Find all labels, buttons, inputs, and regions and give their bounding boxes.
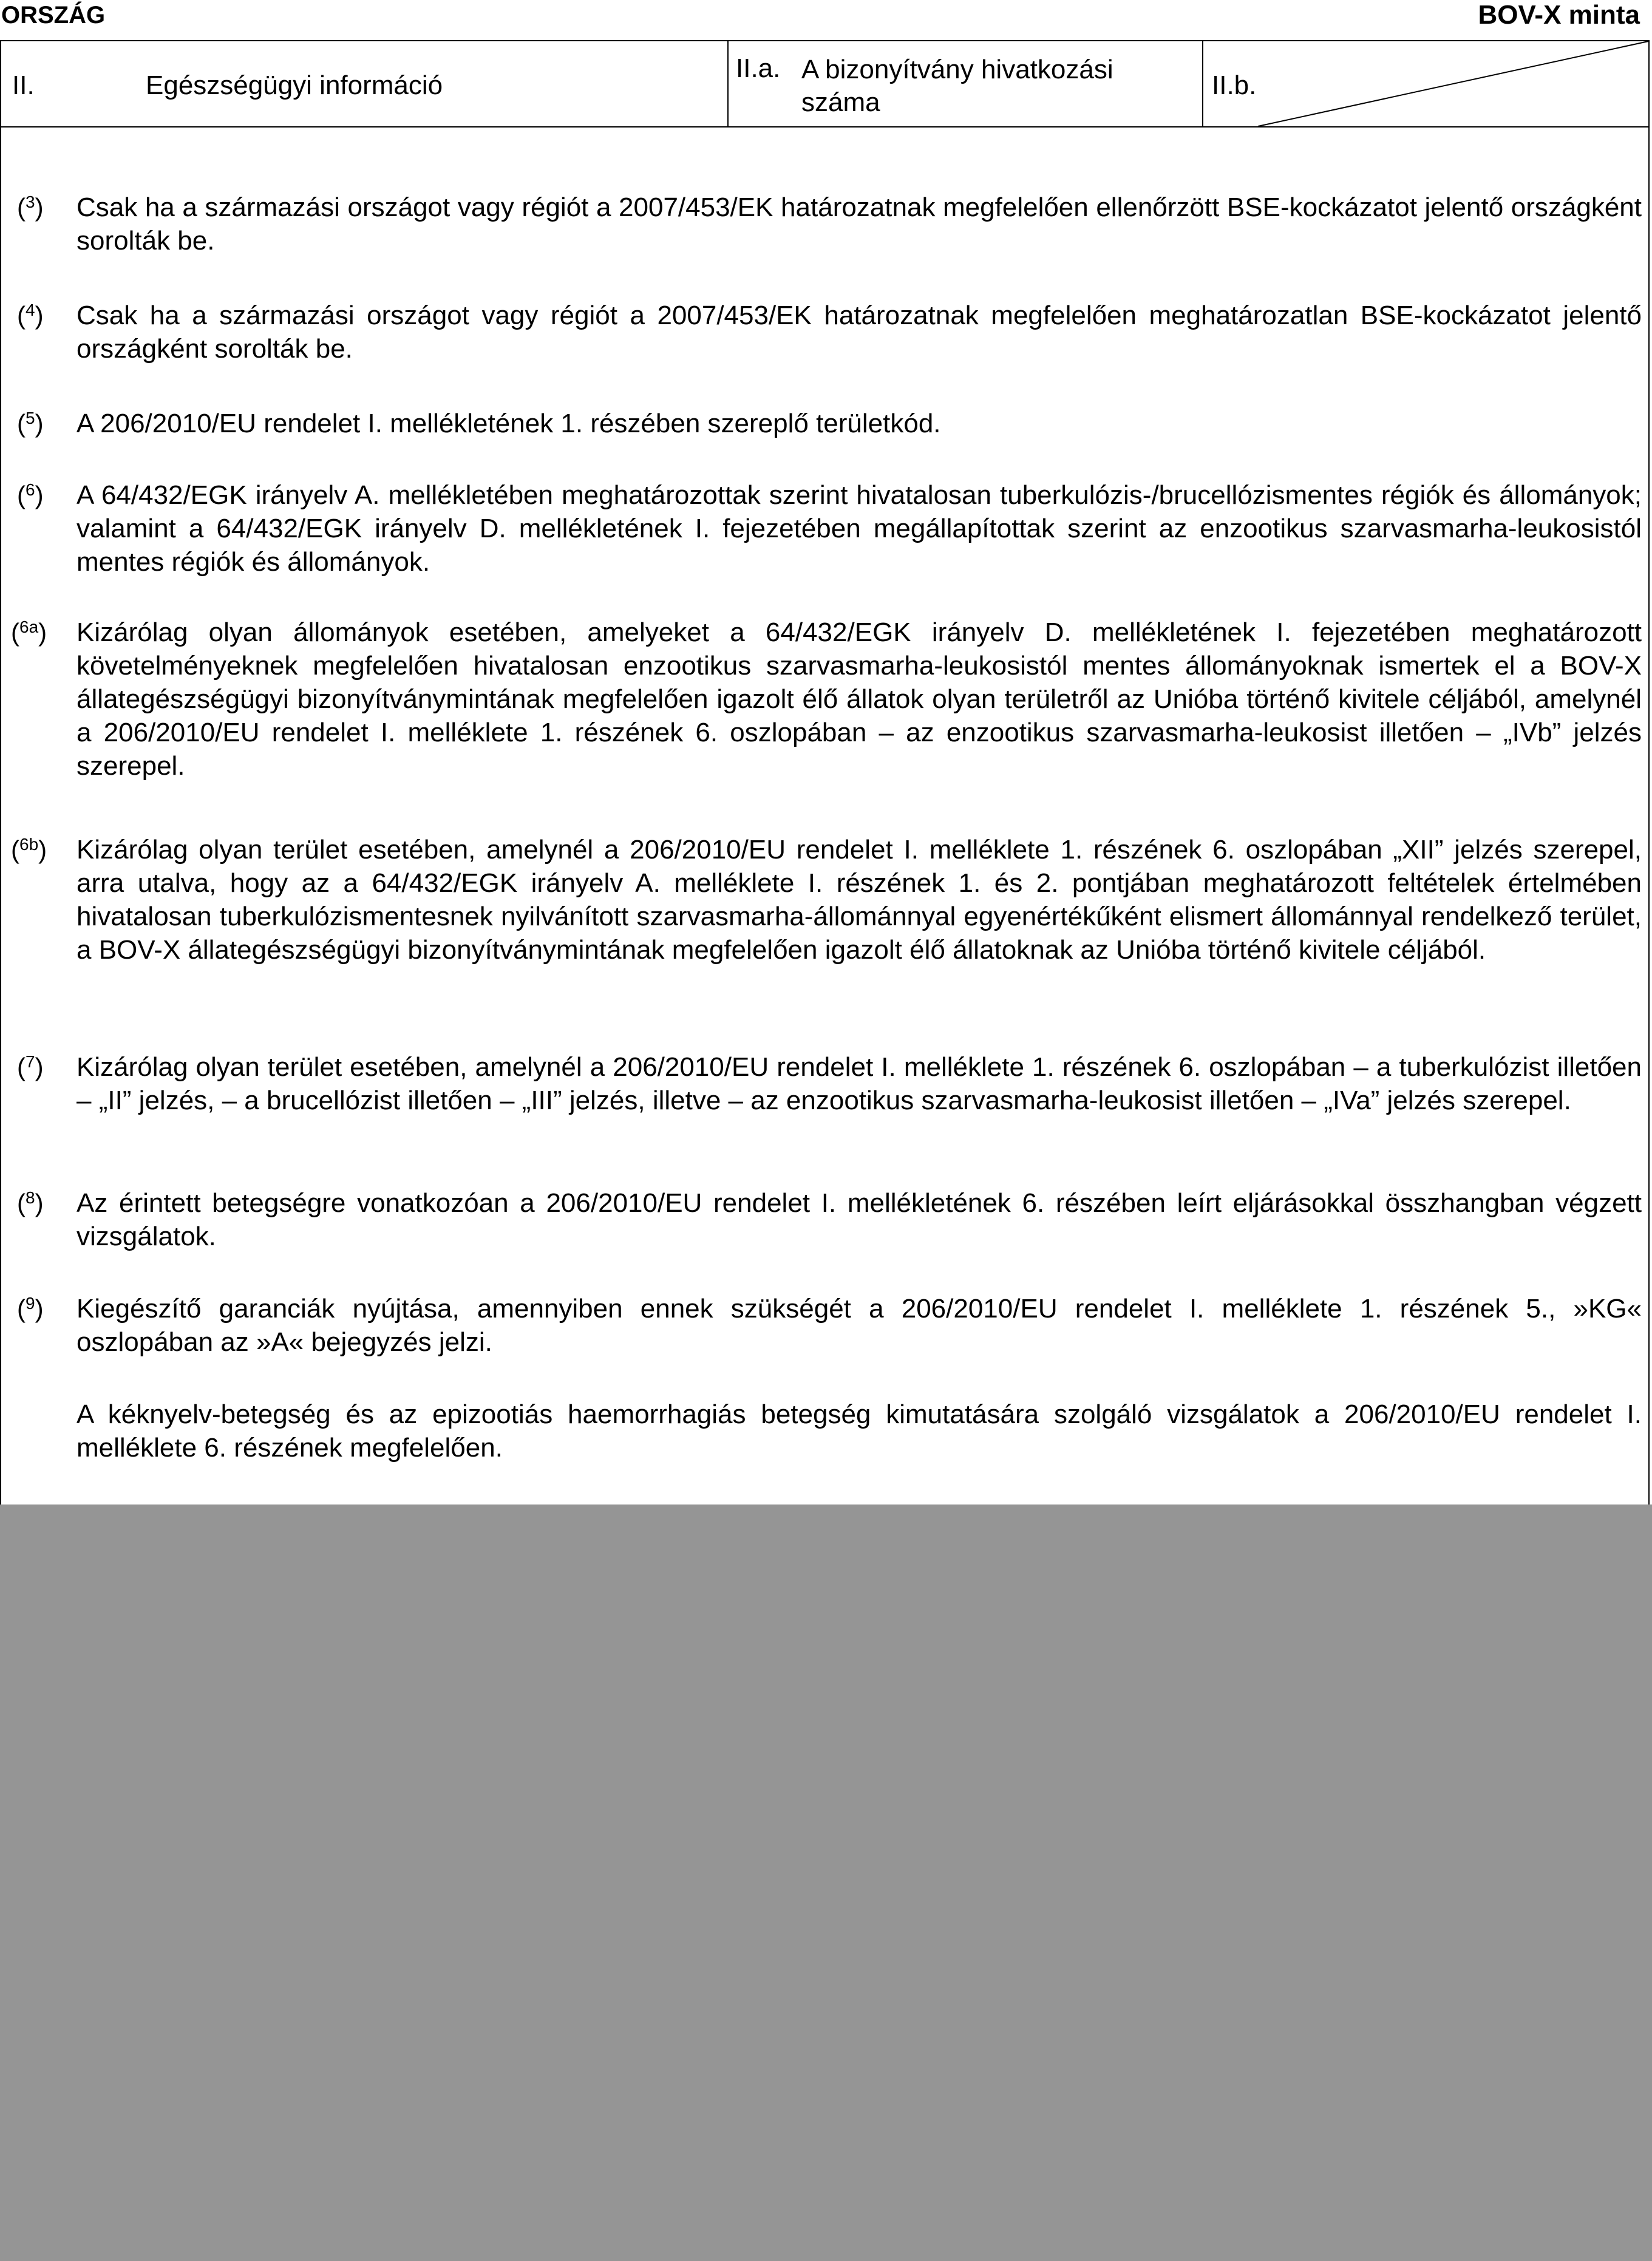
- footnote-number: ($^6$): [17, 480, 44, 509]
- footnote-text: Kiegészítő garanciák nyújtása, amennyiben ennek szükségét a 206/2010/EU rendelet I. melléklete 1. részének 5., »KG« oszlopában az »A« bejegyzés jelzi.: [76, 1294, 1642, 1357]
- footnote-text: A 206/2010/EU rendelet I. mellékletének 1. részében szereplő területkód.: [76, 409, 941, 438]
- footnote-text: A kéknyelv-betegség és az epizootiás haemorrhagiás betegség kimutatására szolgáló vizsgálatok a 206/2010/EU rendelet I. melléklete 6. részének megfelelően.: [76, 1399, 1642, 1463]
- header-reference-b-cell: [1203, 41, 1648, 126]
- reference-title: A bizonyítvány hivatkozási száma: [801, 55, 1113, 117]
- certificate-header: [1, 41, 1648, 127]
- footnote-number: ($^7$): [17, 1052, 44, 1081]
- footnote-text: Csak ha a származási országot vagy régiót a 2007/453/EK határozatnak megfelelően meghatározatlan BSE-kockázatot jelentő országként sorolták be.: [76, 301, 1642, 364]
- footnote-number: ($^{6b}$): [11, 835, 47, 864]
- section-title: Egészségügyi információ: [146, 70, 443, 100]
- country-label: ORSZÁG: [1, 2, 106, 29]
- footnote-text: Az érintett betegségre vonatkozóan a 206/2010/EU rendelet I. mellékletének 6. részében leírt eljárásokkal összhangban végzett vizsgálatok.: [76, 1188, 1642, 1251]
- footnote-text: A 64/432/EGK irányelv A. mellékletében meghatározottak szerint hivatalosan tuberkulózis-/brucellózismentes régiók és állományok; valamint a 64/432/EGK irányelv D. mellékletének I. fejezetében megállapítottak szerint az enzootikus szarvasmarha-leukosistól mentes régiók és állományok.: [76, 480, 1642, 577]
- obscured-area: [0, 1504, 1652, 2261]
- footnote-number: ($^9$): [17, 1294, 44, 1323]
- footnote-number: ($^4$): [17, 301, 44, 330]
- header-reference-cell: [729, 41, 1203, 126]
- page-top-row: [0, 0, 1652, 39]
- reference-number: II.a.: [736, 53, 781, 83]
- reference-b-number: II.b.: [1212, 70, 1257, 100]
- footnote-number: ($^8$): [17, 1188, 44, 1217]
- model-label: BOV-X minta: [1478, 0, 1640, 30]
- footnote-number: ($^3$): [17, 192, 44, 222]
- footnote-text: Kizárólag olyan terület esetében, amelynél a 206/2010/EU rendelet I. melléklete 1. részének 6. oszlopában – a tuberkulózist illetően – „II” jelzés, – a brucellózist illetően – „III” jelzés, illetve – az enzootikus szarvasmarha-leukosist illetően – „IVa” jelzés szerepel.: [76, 1052, 1642, 1115]
- footnote-text: Kizárólag olyan terület esetében, amelynél a 206/2010/EU rendelet I. melléklete 1. részének 6. oszlopában „XII” jelzés szerepel, arra utalva, hogy az a 64/432/EGK irányelv A. melléklete I. részének 1. és 2. pontjában meghatározott feltételek értelmében hivatalosan tuberkulózismentesnek nyilvánított szarvasmarha-állománnyal egyenértékűként elismert állománnyal rendelkező terület, a BOV-X állategészségügyi bizonyítványmintának megfelelően igazolt élő állatoknak az Unióba történő kivitele céljából.: [76, 835, 1642, 965]
- section-number: II.: [12, 70, 35, 100]
- header-section-cell: [1, 41, 729, 126]
- footnote-text: Csak ha a származási országot vagy régiót a 2007/453/EK határozatnak megfelelően ellenőrzött BSE-kockázatot jelentő országként sorolták be.: [76, 192, 1642, 256]
- footnotes-area: [1, 127, 1648, 1506]
- footnote-number: ($^5$): [17, 409, 44, 438]
- footnote-number: ($^{6a}$): [11, 617, 47, 647]
- diagonal-strike-line: [1203, 41, 1648, 126]
- footnote-text: Kizárólag olyan állományok esetében, amelyeket a 64/432/EGK irányelv D. mellékletének I. fejezetében meghatározott követelményeknek megfelelően hivatalosan enzootikus szarvasmarha-leukosistól mentes állományoknak ismertek el a BOV-X állategészségügyi bizonyítványmintának megfelelően igazolt élő állatok olyan területről az Unióba történő kivitele céljából, amelynél a 206/2010/EU rendelet I. melléklete 1. részének 6. oszlopában – az enzootikus szarvasmarha-leukosist illetően – „IVb” jelzés szerepel.: [76, 617, 1642, 781]
